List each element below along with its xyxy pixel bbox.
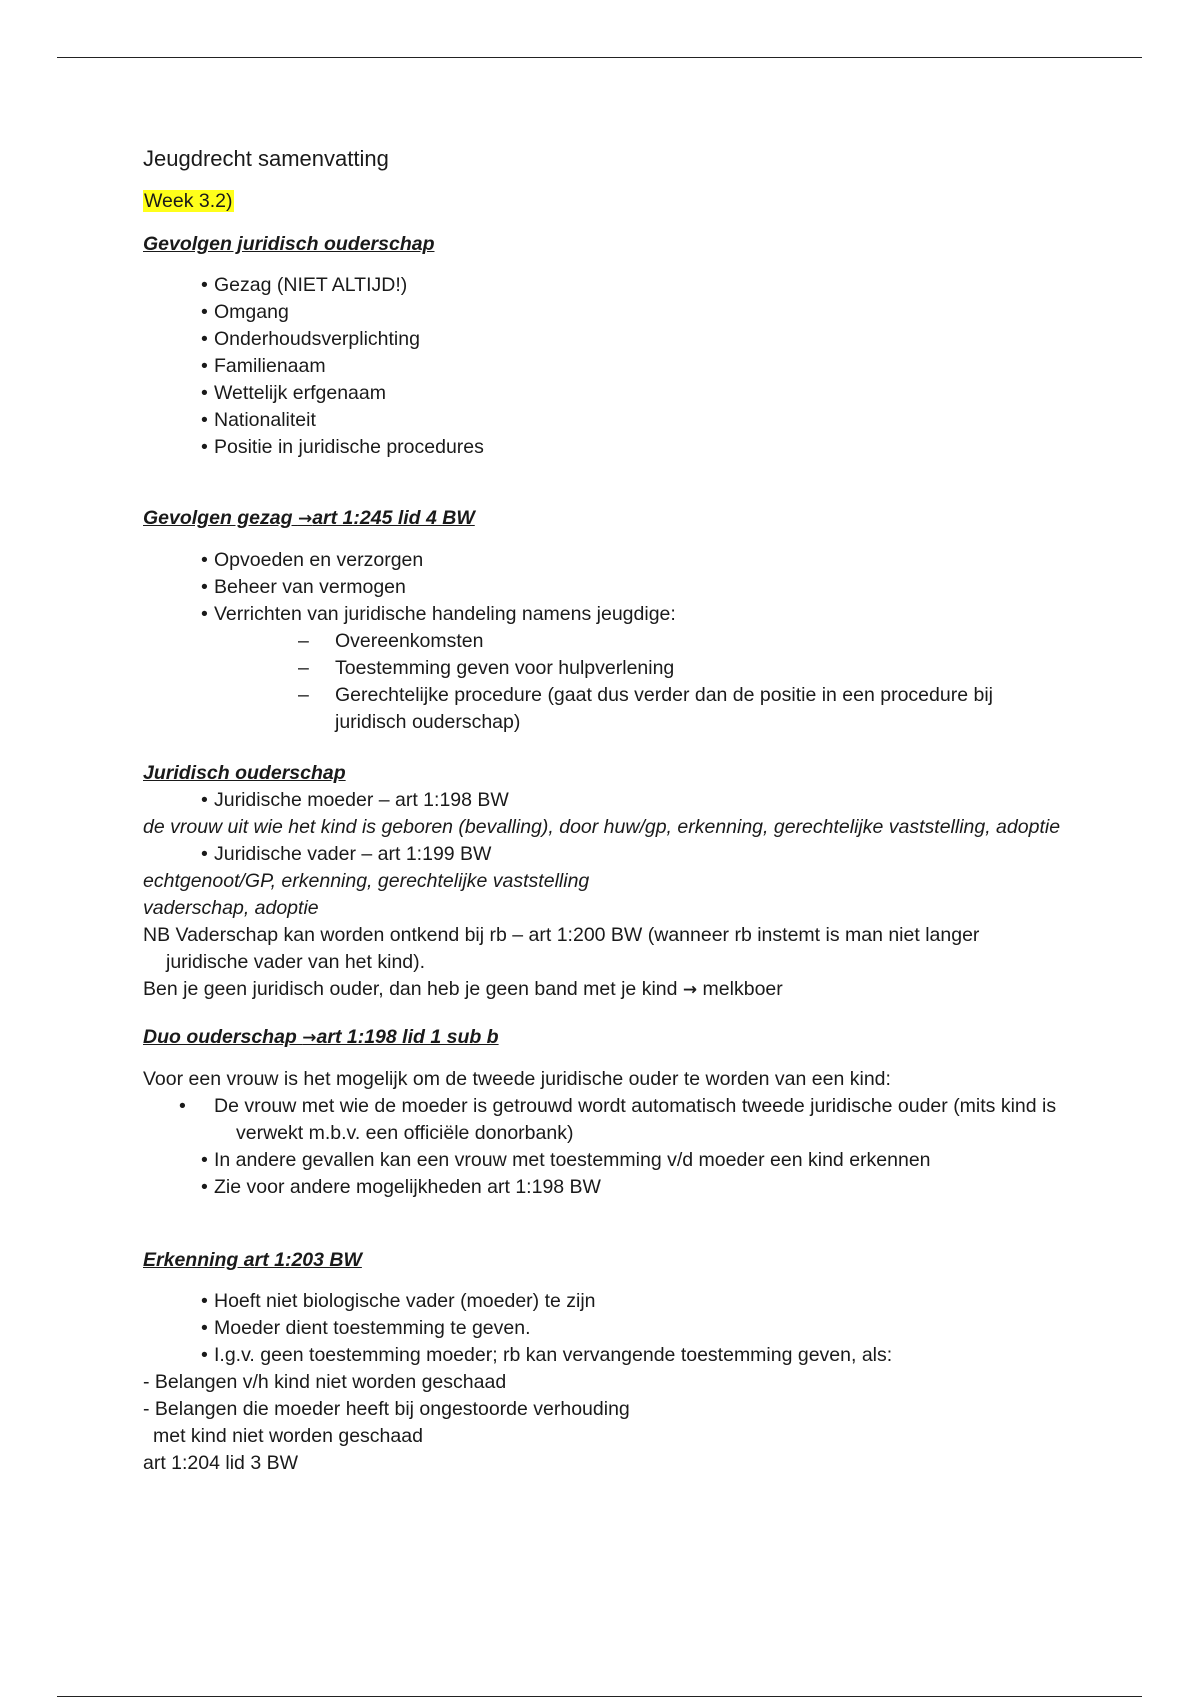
bottom-rule — [57, 1696, 1142, 1697]
father-detail-line-1: echtgenoot/GP, erkenning, gerechtelijke vaststelling — [143, 870, 590, 892]
list-item: • Familienaam — [201, 353, 1063, 380]
list-gevolgen-juridisch-ouderschap — [143, 272, 1063, 461]
heading-article: art 1:245 lid 4 BW — [312, 507, 475, 529]
week-label — [143, 188, 1063, 215]
father-detail-line-2: vaderschap, adoptie — [143, 897, 319, 919]
heading-article: art 1:198 lid 1 sub b — [316, 1026, 499, 1048]
sub-list-item: – Overeenkomsten — [298, 628, 1063, 655]
page-title: Jeugdrecht samenvatting — [143, 146, 389, 171]
list-item: • In andere gevallen kan een vrouw met toestemming v/d moeder een kind erkennen — [201, 1147, 1063, 1174]
heading-erkenning: Erkenning art 1:203 BW — [143, 1249, 362, 1271]
arrow-right-icon: → — [682, 980, 698, 1000]
sublist-juridische-handelingen — [143, 628, 1063, 736]
melkboer-note — [143, 976, 1063, 1004]
list-item: • Juridische vader – art 1:199 BW — [201, 841, 1063, 868]
melkboer-text: Ben je geen juridisch ouder, dan heb je geen band met je kind — [143, 978, 683, 1000]
top-rule — [57, 57, 1142, 58]
dash-item: - Belangen die moeder heeft bij ongestoorde verhouding — [143, 1398, 630, 1420]
list-item: • Wettelijk erfgenaam — [201, 380, 1063, 407]
melkboer-end: melkboer — [697, 978, 783, 1000]
heading-juridisch-ouderschap: Juridisch ouderschap — [143, 762, 346, 784]
heading-duo-ouderschap — [143, 1024, 1063, 1052]
sub-list-item: – Gerechtelijke procedure (gaat dus verder dan de positie in een procedure bij juridisch ouderschap) — [298, 682, 1063, 736]
list-item: • Zie voor andere mogelijkheden art 1:198 BW — [201, 1174, 1063, 1201]
dash-item: - Belangen v/h kind niet worden geschaad — [143, 1371, 507, 1393]
list-item: • Verrichten van juridische handeling namens jeugdige: — [201, 601, 1063, 628]
list-item: • Moeder dient toestemming te geven. — [201, 1315, 1063, 1342]
list-item: • Opvoeden en verzorgen — [201, 547, 1063, 574]
list-juridische-vader — [143, 841, 1063, 868]
heading-gevolgen-juridisch-ouderschap: Gevolgen juridisch ouderschap — [143, 233, 435, 255]
arrow-right-icon: → — [302, 1028, 317, 1048]
arrow-right-icon: → — [297, 509, 313, 529]
list-item: • Juridische moeder – art 1:198 BW — [201, 787, 1063, 814]
list-juridische-moeder — [143, 787, 1063, 814]
list-erkenning — [143, 1288, 1063, 1369]
duo-intro: Voor een vrouw is het mogelijk om de tweede juridische ouder te worden van een kind: — [143, 1068, 891, 1090]
week-highlight: Week 3.2) — [144, 190, 233, 212]
list-item: • Onderhoudsverplichting — [201, 326, 1063, 353]
heading-text: Duo ouderschap — [143, 1026, 303, 1048]
heading-gevolgen-gezag — [143, 505, 1063, 533]
document-page — [143, 140, 1063, 1477]
heading-text: Gevolgen gezag — [143, 507, 298, 529]
list-duo-ouderschap — [143, 1093, 1063, 1201]
list-item: • I.g.v. geen toestemming moeder; rb kan vervangende toestemming geven, als: — [201, 1342, 1063, 1369]
list-gevolgen-gezag — [143, 547, 1063, 628]
nb-note: NB Vaderschap kan worden ontkend bij rb – art 1:200 BW (wanneer rb instemt is man niet langer juridische vader van het kind). — [143, 924, 980, 973]
list-item: • Positie in juridische procedures — [201, 434, 1063, 461]
list-item: • Beheer van vermogen — [201, 574, 1063, 601]
sub-list-item: – Toestemming geven voor hulpverlening — [298, 655, 1063, 682]
list-item: • Nationaliteit — [201, 407, 1063, 434]
dash-item-continuation: met kind niet worden geschaad — [153, 1425, 423, 1447]
list-item: • Gezag (NIET ALTIJD!) — [201, 272, 1063, 299]
article-reference: art 1:204 lid 3 BW — [143, 1452, 298, 1474]
mother-detail: de vrouw uit wie het kind is geboren (bevalling), door huw/gp, erkenning, gerechtelijke vaststelling, adoptie — [143, 816, 1061, 838]
list-item: • De vrouw met wie de moeder is getrouwd wordt automatisch tweede juridische ouder (mits kind is verwekt m.b.v. een officiële donorbank) — [201, 1093, 1063, 1147]
list-item: • Omgang — [201, 299, 1063, 326]
list-item: • Hoeft niet biologische vader (moeder) te zijn — [201, 1288, 1063, 1315]
